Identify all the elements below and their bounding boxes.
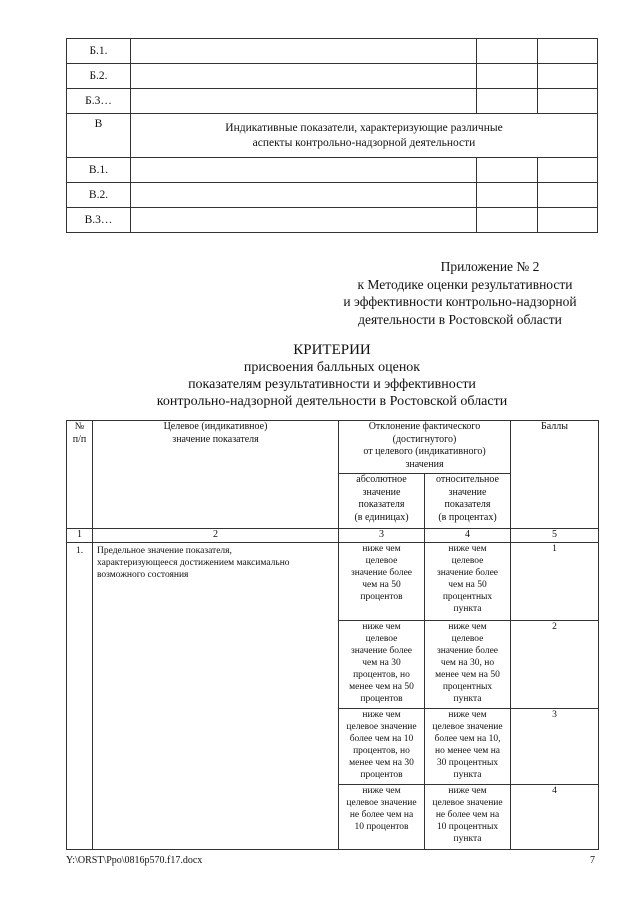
appendix-line: к Методике оценки результативности <box>357 276 573 292</box>
criteria-table <box>66 420 599 850</box>
table-row <box>67 64 598 89</box>
section-title-line: аспекты контрольно-надзорной деятельности <box>252 136 476 149</box>
row-text-cell <box>131 39 477 64</box>
absolute-value-cell: ниже чем целевое значение более чем на 10 процентов, но менее чем на 30 процентов <box>339 708 425 784</box>
relative-value-cell: ниже чем целевое значение более чем на 30, но менее чем на 50 процентных пункта <box>425 620 511 708</box>
absolute-value-cell: ниже чем целевое значение не более чем на 10 процентов <box>339 784 425 849</box>
absolute-value-cell: ниже чем целевое значение более чем на 30 процентов, но менее чем на 50 процентов <box>339 620 425 708</box>
row-code: В.1. <box>67 158 131 183</box>
row-number: 1. <box>67 542 93 849</box>
document-heading <box>66 342 598 410</box>
table-row <box>67 89 598 114</box>
points-cell: 4 <box>511 784 599 849</box>
column-number: 5 <box>511 529 599 543</box>
column-number: 2 <box>93 529 339 543</box>
relative-value-cell: ниже чем целевое значение более чем на 10, но менее чем на 30 процентных пункта <box>425 708 511 784</box>
row-code: В.2. <box>67 183 131 208</box>
header-relative: относительное значение показателя (в процентах) <box>425 474 511 529</box>
heading-line: присвоения балльных оценок <box>243 360 421 375</box>
header-deviation: Отклонение фактического (достигнутого) от целевого (индикативного) значения <box>339 421 511 474</box>
header-row <box>67 421 599 474</box>
header-number: № п/п <box>67 421 93 529</box>
appendix-line: Приложение № 2 <box>440 259 540 274</box>
table-row <box>67 183 598 208</box>
points-cell: 3 <box>511 708 599 784</box>
header-points: Баллы <box>511 421 599 529</box>
row-code: Б.2. <box>67 64 131 89</box>
heading-line: контрольно-надзорной деятельности в Ростовской области <box>156 394 508 409</box>
table-row-section-v <box>67 114 598 158</box>
file-path: Y:\ORST\Ppo\0816p570.f17.docx <box>66 855 203 866</box>
table-row <box>67 39 598 64</box>
column-numbers-row <box>67 529 599 543</box>
appendix-header <box>290 258 600 328</box>
relative-value-cell: ниже чем целевое значение не более чем на 10 процентных пункта <box>425 784 511 849</box>
heading-line: показателям результативности и эффективности <box>188 377 476 392</box>
row-code: В <box>67 114 131 158</box>
section-title <box>131 114 598 158</box>
header-absolute: абсолютное значение показателя (в единицах) <box>339 474 425 529</box>
table-row <box>67 208 598 233</box>
appendix-line: и эффективности контрольно-надзорной <box>343 294 577 309</box>
appendix-line: деятельности в Ростовской области <box>358 311 562 327</box>
column-number: 3 <box>339 529 425 543</box>
row-code: Б.1. <box>67 39 131 64</box>
page-number: 7 <box>590 855 595 866</box>
column-number: 1 <box>67 529 93 543</box>
row-description: Предельное значение показателя, характеризующееся достижением максимально возможного состояния <box>93 542 339 849</box>
header-target: Целевое (индикативное) значение показателя <box>93 421 339 529</box>
points-cell: 2 <box>511 620 599 708</box>
table-row <box>67 158 598 183</box>
row-code: В.3… <box>67 208 131 233</box>
table-row <box>67 542 599 620</box>
heading-title: КРИТЕРИИ <box>293 342 371 358</box>
relative-value-cell: ниже чем целевое значение более чем на 50 процентных пункта <box>425 542 511 620</box>
row-code: Б.3… <box>67 89 131 114</box>
points-cell: 1 <box>511 542 599 620</box>
column-number: 4 <box>425 529 511 543</box>
indicators-table <box>66 38 598 233</box>
section-title-line: Индикативные показатели, характеризующие различные <box>225 121 503 134</box>
absolute-value-cell: ниже чем целевое значение более чем на 50 процентов <box>339 542 425 620</box>
